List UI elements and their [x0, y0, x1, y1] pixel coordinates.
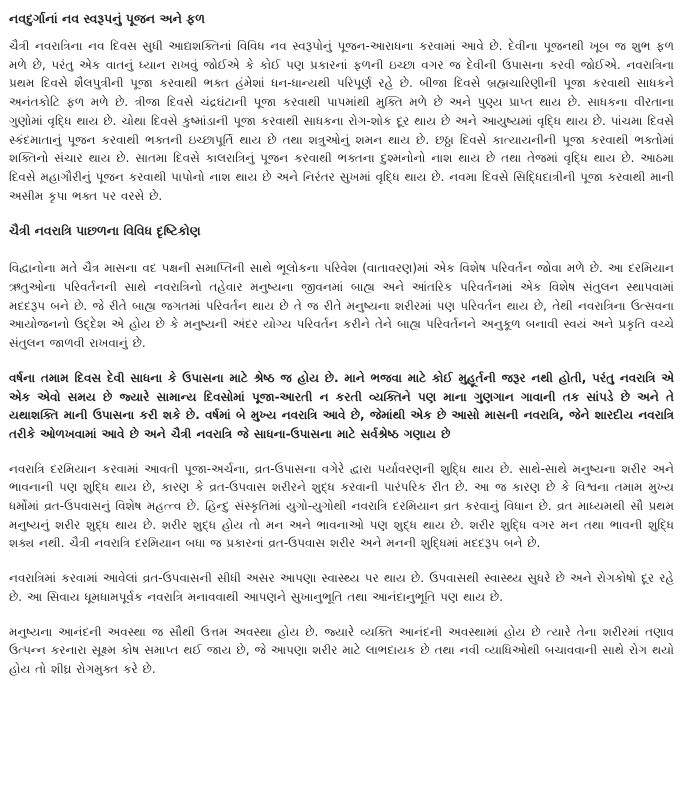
paragraph-vrat-purification: નવરાત્રિ દરમિયાન કરવામાં આવતી પૂજા-અર્ચના, વ્રત-ઉપાસના વગેરે દ્વારા પર્યાવરણની શુદ્ધિ થાય છે. સાથે-સાથે મનુષ્યના શરીર અને ભાવનાની પણ શુદ્ધિ થાય છે, કારણ કે વ્રત-ઉપવાસ શરીરને શુદ્ધ કરવાની પારંપરિક રીત છે. આ જ કારણ છે કે વિશ્વના તમામ મુખ્ય ધર્મોમાં વ્રત-ઉપવાસનું વિશેષ મહત્ત્વ છે. હિન્દુ સંસ્કૃતિમાં યુગો-યુગોથી નવરાત્રિ દરમિયાન વ્રત કરવાનું વિધાન છે. વ્રત માધ્યમથી સૌ પ્રથમ મનુષ્યનું શરીર શુદ્ધ થાય છે. શરીર શુદ્ધ હોય તો મન અને ભાવનાઓ પણ શુદ્ધ થાય છે. શરીર શુદ્ધિ વગર મન તથા ભાવની શુદ્ધિ શક્ય નથી. ચૈત્રી નવરાત્રિ દરમિયાન બધા જ પ્રકારનાં વ્રત-ઉપવાસ શરીર અને મનની શુદ્ધિમાં મદદરૂપ બને છે. — [9, 461, 674, 551]
paragraph-sadhana-bold: વર્ષના તમામ દિવસ દેવી સાધના કે ઉપાસના માટે શ્રેષ્ઠ જ હોય છે. માને ભજવા માટે કોઈ મુહૂર્તની જરૂર નથી હોતી, પરંતુ નવરાત્રિ એ એક એવો સમય છે જ્યારે સામાન્ય દિવસોમાં પૂજા-આરતી ન કરતી વ્યક્તિને પણ માના ગુણગાન ગાવાની તક સાંપડે છે અને તે યથાશક્તિ માની ઉપાસના કરી શકે છે. વર્ષમાં બે મુખ્ય નવરાત્રિ આવે છે, જેમાંથી એક છે આસો માસની નવરાત્રિ, જેને શારદીય નવરાત્રિ તરીકે ઓળખવામાં આવે છે અને ચૈત્રી નવરાત્રિ જે સાધના-ઉપાસના માટે સર્વશ્રેષ્ઠ ગણાય છે — [9, 370, 674, 441]
section-heading-navdurga: નવદુર્ગાનાં નવ સ્વરૂપનું પૂજન અને ફળ — [9, 11, 205, 26]
paragraph-seasonal-change: વિદ્વાનોના મતે ચૈત્ર માસના વદ પક્ષની સમાપ્તિની સાથે ભૂલોકના પરિવેશ (વાતાવરણ)માં એક વિશેષ પરિવર્તન જોવા મળે છે. આ દરમિયાન ઋતુઓના પરિવર્તનની સાથે નવરાત્રિનો તહેવાર મનુષ્યના જીવનમાં બાહ્ય અને આંતરિક પરિવર્તનમાં એક વિશેષ સંતુલન સ્થાપવામાં મદદરૂપ બને છે. જે રીતે બાહ્ય જગતમાં પરિવર્તન થાય છે તે જ રીતે મનુષ્યના શરીરમાં પણ પરિવર્તન થાય છે, તેથી નવરાત્રિના ઉત્સવના આયોજનનો ઉદ્દેશ એ હોય છે કે મનુષ્યની અંદર યોગ્ય પરિવર્તન કરીને તેને બાહ્ય પરિવર્તનને અનુકૂળ બનાવી સ્વયં અને પ્રકૃતિ વચ્ચે સંતુલન જાળવી રાખવાનું છે. — [9, 261, 674, 351]
section-heading-perspectives: ચૈત્રી નવરાત્રિ પાછળના વિવિધ દૃષ્ટિકોણ — [9, 223, 201, 239]
paragraph-health: નવરાત્રિમાં કરવામાં આવેલાં વ્રત-ઉપવાસની સીધી અસર આપણા સ્વાસ્થ્ય પર થાય છે. ઉપવાસથી સ્વાસ્થ્ય સુધરે છે અને રોગકોષો દૂર રહે છે. આ સિવાય ધૂમધામપૂર્વક નવરાત્રિ મનાવવાથી આપણને સુખાનુભૂતિ તથા આનંદાનુભૂતિ પણ થાય છે. — [9, 571, 674, 604]
paragraph-navdurga-puja: ચૈત્રી નવરાત્રિના નવ દિવસ સુધી આદ્યશક્તિનાં વિવિધ નવ સ્વરૂપોનું પૂજન-આરાધના કરવામાં આવે છે. દેવીના પૂજનથી ખૂબ જ શુભ ફળ મળે છે, પરંતુ એક વાતનું ધ્યાન રાખવું જોઈએ કે કોઈ પણ પ્રકારનાં ફળની ઇચ્છા વગર જ દેવીની ઉપાસના કરવી જોઈએ. નવરાત્રિના પ્રથમ દિવસે શૈલપુત્રીની પૂજા કરવાથી ભક્ત હંમેશાં ધન-ધાન્યથી પરિપૂર્ણ રહે છે. બીજા દિવસે બ્રહ્મચારિણીની પૂજા કરવાથી સાધકને અનંતકોટિ ફળ મળે છે. ત્રીજા દિવસે ચંદ્રઘંટાની પૂજા કરવાથી પાપમાંથી મુક્તિ મળે છે અને પુણ્ય પ્રાપ્ત થાય છે. સાધકના વીરતાના ગુણોમાં વૃદ્ધિ થાય છે. ચોથા દિવસે કુષ્માંડાની પૂજા કરવાથી સાધકના રોગ-શોક દૂર થાય છે અને આયુષ્યમાં વૃદ્ધિ થાય છે. પાંચમા દિવસે સ્કંદમાતાનું પૂજન કરવાથી ભક્તની ઇચ્છાપૂર્તિ થાય છે તથા શત્રુઓનું શમન થાય છે. છઠ્ઠા દિવસે કાત્યાયનીની પૂજા કરવાથી ભક્તોમાં શક્તિનો સંચાર થાય છે. સાતમા દિવસે કાલરાત્રિનું પૂજન કરવાથી ભક્તના દુશ્મનોનો નાશ થાય છે તથા તેજમાં વૃદ્ધિ થાય છે. આઠમા દિવસે મહાગૌરીનું પૂજન કરવાથી પાપોનો નાશ થાય છે અને નિરંતર સુખમાં વૃદ્ધિ થાય છે. નવમા દિવસે સિદ્ધિદાત્રીની પૂજા કરવાથી માની અસીમ કૃપા ભક્ત પર વરસે છે. — [9, 39, 674, 203]
paragraph-joy: મનુષ્યના આનંદની અવસ્થા જ સૌથી ઉત્તમ અવસ્થા હોય છે. જ્યારે વ્યક્તિ આનંદની અવસ્થામાં હોય છે ત્યારે તેના શરીરમાં તણાવ ઉત્પન્ન કરનારા સૂક્ષ્મ કોષ સમાપ્ત થઈ જાય છે, જે આપણા શરીર માટે લાભદાયક છે તથા નવી વ્યાધિઓથી બચાવવાની સાથે રોગ થયો હોય તો શીઘ્ર રોગમુક્ત કરે છે. — [9, 624, 674, 676]
